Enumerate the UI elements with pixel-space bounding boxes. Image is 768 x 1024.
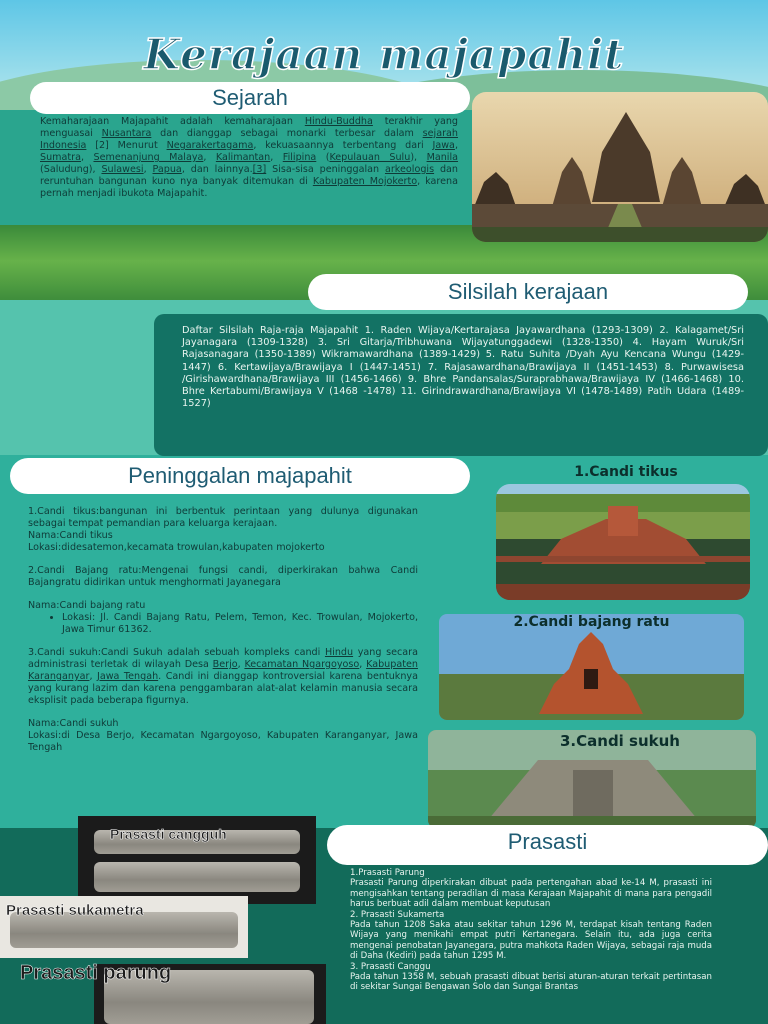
temple-illustration: [472, 92, 768, 242]
text: ),: [410, 152, 427, 163]
text: ,: [454, 140, 458, 151]
link-kalimantan[interactable]: Kalimantan: [215, 152, 271, 163]
link-sejarah-indonesia[interactable]: sejarah Indonesia: [40, 128, 458, 151]
prasasti-sukametra-label: Prasasti sukametra: [6, 902, 144, 919]
text: (: [316, 152, 330, 163]
link-jawa-tengah[interactable]: Jawa Tengah: [97, 671, 159, 682]
candi-sukuh-title: 3.Candi sukuh: [560, 732, 680, 750]
stone-slab: [94, 862, 300, 892]
text: , dan lainnya.: [181, 164, 253, 175]
prasasti-cangguh-label: Prasasti cangguh: [110, 826, 227, 842]
tikus-desc: 1.Candi tikus:bangunan ini berbentuk perintaan yang dulunya digunakan sebagai tempat pemandian para keluarga kerajaan.: [28, 506, 418, 529]
text: (Saludung),: [40, 164, 102, 175]
prasasti-sukamerta-title: 2. Prasasti Sukamerta: [350, 909, 445, 920]
text: Kemaharajaan Majapahit adalah kemaharajaan: [40, 116, 305, 127]
temple-photo: [472, 92, 768, 242]
text: terakhir yang menguasai: [40, 116, 459, 139]
link-kepulauan-sulu[interactable]: Kepulauan Sulu: [329, 152, 411, 163]
text: ,: [203, 152, 216, 163]
link-kecamatan-ngargoyoso[interactable]: Kecamatan Ngargoyoso: [244, 659, 360, 670]
text: , karena pernah menjadi ibukota Majapahit.: [40, 176, 458, 199]
silsilah-text: Daftar Silsilah Raja-raja Majapahit 1. Raden Wijaya/Kertarajasa Jayawardhana (1293-1309) 2. Kalagamet/Sri Jayanagara (1309-1328) 3. Sri Gitarja/Tribhuwana Wijayatunggadewi (1328-1350) 4. Hayam Wuruk/Sri Rajasanagara (1350-1389) Wikramawardhana (1389-1429) 5. Ratu Suhita /Dyah Ayu Kencana Wungu (1429-1447) 6. Kertawijaya/Brawijaya I (1447-1451) 7. Rajasawardhana/Brawijaya II (1451-1453) 8. Purwawisesa /Girishawardhana/Brawijaya III (1456-1466) 9. Bhre Pandansalas/Suraprabhawa/Brawijaya IV (1466-1468) 10. Bhre Kertabumi/Brawijaya V (1468 -1478) 11. Girindrawardhana/Brawijaya VI (1478-1489) Patih Udara (1489-1527): [182, 325, 744, 410]
text: . Candi ini dianggap kontroversial karena bentuknya yang kurang lazim dan karena penggambaran alat-alat kelamin manusia secara eksplisit pada beberapa figurnya.: [28, 671, 418, 706]
link-semenanjung-malaya[interactable]: Semenanjung Malaya: [93, 152, 204, 163]
prasasti-text: [350, 868, 712, 993]
link-jawa[interactable]: Jawa: [432, 140, 455, 151]
link-kabupaten-karanganyar[interactable]: Kabupaten Karanganyar: [28, 659, 418, 682]
text: ,: [143, 164, 153, 175]
prasasti-parung-title: 1.Prasasti Parung: [350, 868, 425, 878]
link-kabupaten-mojokerto[interactable]: Kabupaten Mojokerto: [312, 176, 418, 187]
text: dan reruntuhan bangunan kuno nya banyak ditemukan di: [40, 164, 458, 187]
link-sulawesi[interactable]: Sulawesi: [101, 164, 144, 175]
prasasti-canggu-desc: Pada tahun 1358 M, sebuah prasasti dibuat berisi aturan-aturan terkait pertintasan di sekitar Sungai Bengawan Solo dan Sungai Brantas: [350, 972, 712, 993]
candi-tikus-illustration: [496, 484, 750, 600]
prasasti-sukamerta-desc: Pada tahun 1208 Saka atau sekitar tahun 1296 M, terdapat kisah tentang Raden Wijaya yang menikahi empat putri Kertanegara. Selain itu, ada juga cerita mengenai penobatan Jayanegara, putra mahkota Raden Wijaya, sebagai raja muda di Daha (Kediri) pada tahun 1295 M.: [350, 920, 712, 962]
text: ,: [80, 152, 94, 163]
text: yang secara administrasi terletak di wilayah Desa: [28, 647, 418, 670]
link-ref-3[interactable]: [3]: [252, 164, 267, 175]
candi-tikus-photo: [496, 484, 750, 600]
link-berjo[interactable]: Berjo: [212, 659, 238, 670]
candi-bajang-title: 2.Candi bajang ratu: [513, 614, 670, 630]
text: ,: [270, 152, 283, 163]
link-filipina[interactable]: Filipina: [282, 152, 317, 163]
link-hindu-buddha[interactable]: Hindu-Buddha: [304, 116, 373, 127]
bajang-lokasi-list: [28, 612, 418, 636]
candi-tikus-title: 1.Candi tikus: [574, 464, 678, 480]
link-arkeologis[interactable]: arkeologis: [384, 164, 435, 175]
bajang-nama: Nama:Candi bajang ratu: [28, 600, 146, 611]
text: 3.Candi sukuh:Candi Sukuh adalah sebuah kompleks candi: [28, 647, 325, 658]
tikus-nama: Nama:Candi tikus: [28, 530, 113, 541]
prasasti-parung-desc: Prasasti Parung diperkirakan dibuat pada pertengahan abad ke-14 M, prasasti ini mengisahkan tentang peradilan di masa Kerajaan Majapahit di mana para pengadil harus berbuat adil dalam membuat keputusan: [350, 878, 712, 910]
bajang-lokasi: • Lokasi: Jl. Candi Bajang Ratu, Pelem, Temon, Kec. Trowulan, Mojokerto, Jawa Timur 61362.: [62, 612, 418, 636]
link-manila[interactable]: Manila: [426, 152, 459, 163]
link-negarakertagama[interactable]: Negarakertagama: [166, 140, 254, 151]
link-nusantara[interactable]: Nusantara: [101, 128, 152, 139]
sukuh-nama: Nama:Candi sukuh: [28, 718, 119, 729]
tikus-lokasi: Lokasi:didesatemon,kecamata trowulan,kabupaten mojokerto: [28, 542, 325, 553]
text: [2] Menurut: [86, 140, 167, 151]
prasasti-canggu-title: 3. Prasasti Canggu: [350, 961, 431, 972]
text: ,: [359, 659, 367, 670]
sejarah-heading: Sejarah: [30, 82, 470, 114]
link-hindu[interactable]: Hindu: [324, 647, 354, 658]
peninggalan-heading: Peninggalan majapahit: [10, 458, 470, 494]
sukuh-desc: [28, 647, 418, 707]
sejarah-paragraph: [40, 116, 458, 200]
prasasti-parung-label: Prasasti parung: [20, 962, 172, 984]
text: ,: [89, 671, 97, 682]
text: Sisa-sisa peninggalan: [266, 164, 385, 175]
peninggalan-text: [28, 506, 418, 754]
prasasti-heading: Prasasti: [327, 825, 768, 865]
link-papua[interactable]: Papua: [152, 164, 182, 175]
page-title: Kerajaan majapahit: [143, 30, 625, 79]
text: dan dianggap sebagai monarki terbesar dalam: [151, 128, 423, 139]
silsilah-heading: Silsilah kerajaan: [308, 274, 748, 310]
text: , kekuasaannya terbentang dari: [253, 140, 433, 151]
link-sumatra[interactable]: Sumatra: [40, 152, 81, 163]
text: ,: [237, 659, 245, 670]
bajang-desc: 2.Candi Bajang ratu:Mengenai fungsi candi, diperkirakan bahwa Candi Bajangratu didirikan untuk menghormati Jayanegara: [28, 565, 418, 588]
sukuh-lokasi: Lokasi:di Desa Berjo, Kecamatan Ngargoyoso, Kabupaten Karanganyar, Jawa Tengah: [28, 730, 418, 753]
